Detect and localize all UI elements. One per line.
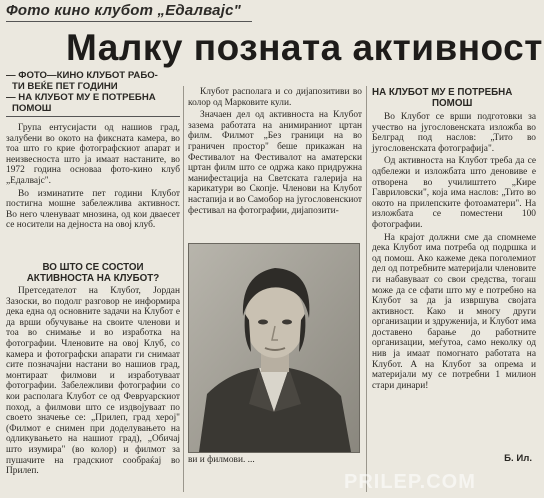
- watermark: PRILEP.COM: [344, 471, 476, 493]
- paragraph: Во Клубот се врши подготовки за учество на југословенската изложба во Белград под наслов: „Тито во југословенската фотографија".: [372, 112, 536, 154]
- headline: Малку позната активност: [66, 27, 543, 68]
- subhead-line: ВО ШТО СЕ СОСТОИ: [42, 262, 144, 273]
- subhead-activity: [6, 262, 180, 284]
- portrait-photo: [188, 243, 360, 453]
- column-1-body: [6, 286, 180, 479]
- paragraph: Клубот располага и со дијапозитиви во колор од Марковите кули.: [188, 87, 362, 108]
- deck: [6, 70, 180, 117]
- paragraph: Значаен дел од активноста на Клубот зазема работата на анимираниот цртан филм. Филмот „Без граници на во граничен простор" беше прикажан на Фестивалот на Фестивалот на аматерски цртан филм што се одржа како придружна манифестација на Светската галерија на карикатури во Скопје. Членови на Клубот настапија и во Самобор на југословенскиот фестивал на фотографии, дијапозити-: [188, 110, 362, 216]
- paragraph: Група ентусијасти од нашиов град, залубени во окото на фиксната камера, во тоа што го крие фотографскиот апарат и неизвесноста што ја имаат настаните, во 1972 година основаа фото-кино клуб „Едалвајс".: [6, 123, 180, 186]
- column-rule: [183, 86, 184, 492]
- kicker-rule: [6, 21, 252, 22]
- column-1-intro: [6, 123, 180, 233]
- column-3: [372, 112, 536, 393]
- column-rule: [366, 86, 367, 492]
- kicker-title: Фото кино клубот „Едалвајс": [6, 2, 241, 19]
- column-2-top: [188, 87, 362, 218]
- paragraph: На крајот должни сме да спомнеме дека Клубот има потреба од подршка и од помош. Ако кажеме дека поголемиот дел од потребните материјали членовите ги набавуваат со свои средства, тогаш може да се сфати што му е потребно на Клубот за да ја извршува својата активност. Како и многу други организации и здруженија, и Клубот има доставено барање до работните организации, меѓутоа, само неколку од нив ја имаат помогнато работата на Клубот. А на Клубот за опрема и материјали му се потребни 1 милион стари динари!: [372, 232, 536, 391]
- deck-line: — ФОТО—КИНО КЛУБОТ РАБО-: [6, 70, 158, 81]
- deck-line: ПОМОШ: [12, 103, 52, 114]
- paragraph: ви и филмови. ...: [188, 455, 255, 465]
- subhead-line: АКТИВНОСТА НА КЛУБОТ?: [26, 273, 160, 284]
- paragraph: Претседателот на Клубот, Јордан Зазоски, во подолг разговор не информира дека една од основните задачи на Клубот е да врши обучување на своите членови и тоа во снимање и во изработка на фотографии. Членовите на овој Клуб, со камера и фотографски апарати ги снимаат сите позначајни настани во нашиов град, монтираат филмови и изработуваат фотографии. Забележливи фотографии со кои располага Клубот се од Февруарскиот поход, а филмови што се издвојуваат по своето значење се: „Прилеп, град херој" (Филмот е снимен при доделувањето на одликувањето на нашиот град), „Обичај што изумира" (во колор) и филмот за пушачите на градскиот сообраќај во Прилеп.: [6, 286, 180, 477]
- deck-line: ТИ ВЕЌЕ ПЕТ ГОДИНИ: [12, 81, 118, 92]
- subhead-line: НА КЛУБОТ МУ Е ПОТРЕБНА: [372, 87, 513, 98]
- deck-line: — НА КЛУБОТ МУ Е ПОТРЕБНА: [6, 92, 156, 103]
- subhead-line: ПОМОШ: [432, 98, 473, 109]
- paragraph: Од активноста на Клубот треба да се одбележи и изложбата што деновиве е отворена во училиштето „Кире Гавриловски", која има наслов: „Тито во окото на прилепските фотоаматери". На изложбата се поместени 100 фотографии.: [372, 156, 536, 230]
- byline: Б. Ил.: [504, 453, 532, 464]
- deck-rule: [6, 116, 180, 117]
- subhead-help: [372, 87, 536, 109]
- paragraph: Во изминатите пет години Клубот постигна мошне забележлива активност. Во него членуваат мнозина, од кои дваесет се носители на дејноста на овој клуб.: [6, 188, 180, 231]
- column-2-bottom: [188, 455, 362, 468]
- portrait-illustration: [189, 244, 359, 452]
